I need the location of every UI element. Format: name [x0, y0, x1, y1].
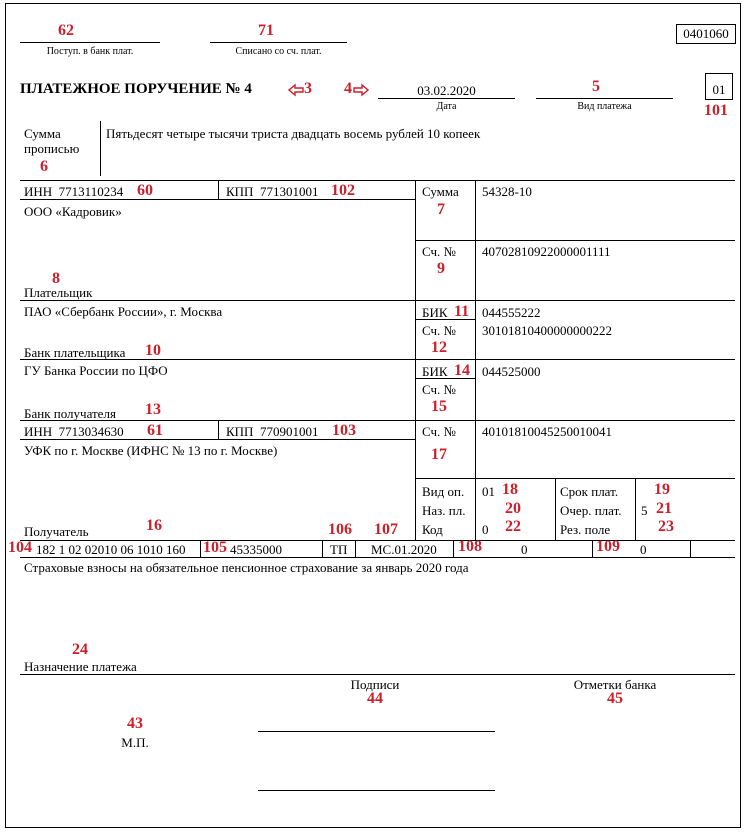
grid-line — [475, 180, 476, 540]
payer-name: ООО «Кадровик» — [24, 204, 122, 219]
grid-line — [20, 540, 735, 541]
grid-line — [415, 240, 735, 241]
recipient-bank-label: Банк получателя — [24, 406, 116, 421]
grid-line — [635, 478, 636, 540]
purpose-code-annotation: 20 — [505, 500, 521, 517]
pay-type-line — [536, 98, 673, 99]
pay-type-label: Вид платежа — [577, 101, 632, 112]
recipient-account-annotation: 17 — [431, 446, 447, 463]
recipient-bank-annotation: 13 — [145, 401, 161, 418]
debited-date-line — [210, 42, 347, 43]
received-label: Поступ. в банк плат. — [46, 46, 134, 57]
grid-line — [415, 180, 416, 540]
received-number: 62 — [58, 22, 74, 39]
payer-inn-annotation: 60 — [137, 182, 153, 199]
doc-date-annotation: 109 — [596, 538, 620, 555]
signatures-label: Подписи — [350, 677, 400, 692]
grid-line — [20, 300, 735, 301]
payer-bank-label: Банк плательщика — [24, 345, 126, 360]
oktmo-annotation: 105 — [203, 539, 227, 556]
grid-line — [453, 540, 454, 557]
grid-line — [218, 180, 219, 199]
recipient-bank-account-annotation: 15 — [431, 398, 447, 415]
signature-line-2 — [258, 790, 495, 791]
recipient-kpp: КПП 770901001 — [226, 424, 319, 439]
bank-marks-label: Отметки банка — [573, 677, 657, 692]
oktmo-value: 45335000 — [230, 542, 282, 557]
recipient-label: Получатель — [24, 524, 89, 539]
recipient-bank-account-label: Сч. № — [422, 382, 456, 397]
grid-line — [20, 557, 735, 558]
doc-number-annotation: 108 — [458, 538, 482, 555]
payer-bik-annotation: 11 — [454, 303, 470, 320]
basis-value: ТП — [330, 542, 348, 557]
payer-account-value: 40702810922000001111 — [482, 244, 611, 259]
recipient-account-value: 40101810045250010041 — [482, 424, 612, 439]
payer-annotation: 8 — [52, 270, 60, 287]
recipient-inn: ИНН 7713034630 — [24, 424, 124, 439]
grid-line — [20, 359, 735, 360]
period-value: МС.01.2020 — [371, 542, 437, 557]
status-box: 01 — [705, 73, 733, 100]
purpose-annotation: 24 — [72, 641, 88, 658]
term-label: Срок плат. — [560, 484, 619, 499]
grid-line — [20, 420, 735, 421]
recipient-account-label: Сч. № — [422, 424, 456, 439]
payer-bik-label: БИК — [422, 305, 448, 320]
recipient-inn-annotation: 61 — [147, 422, 163, 439]
doc-number-value: 0 — [521, 542, 528, 557]
title-number-annotation: 3 — [304, 80, 312, 97]
grid-line — [322, 540, 323, 557]
date-value: 03.02.2020 — [417, 83, 476, 98]
debited-number: 71 — [258, 22, 274, 39]
payer-account-annotation: 9 — [437, 260, 445, 277]
stamp-label: М.П. — [121, 735, 149, 750]
purpose-label: Назначение платежа — [24, 659, 137, 674]
op-type-annotation: 18 — [502, 481, 518, 498]
pay-type-annotation: 5 — [592, 78, 600, 95]
form-code-box: 0401060 — [676, 24, 736, 44]
payer-bank-account-label: Сч. № — [422, 323, 456, 338]
grid-line — [690, 540, 691, 557]
order-label: Очер. плат. — [560, 503, 622, 518]
arrow-left-icon — [288, 84, 304, 96]
amount-words-annotation: 6 — [40, 158, 48, 175]
grid-line — [415, 478, 735, 479]
op-type-label: Вид оп. — [422, 484, 465, 499]
order-annotation: 21 — [656, 500, 672, 517]
payer-bank-name: ПАО «Сбербанк России», г. Москва — [24, 304, 223, 319]
payer-bank-annotation: 10 — [145, 342, 161, 359]
amount-label: Сумма — [422, 184, 459, 199]
amount-value: 54328-10 — [482, 184, 532, 199]
payer-bank-account-annotation: 12 — [431, 339, 447, 356]
kbk-annotation: 104 — [8, 539, 32, 556]
doc-date-value: 0 — [640, 542, 647, 557]
purpose-code-label: Наз. пл. — [422, 503, 466, 518]
payer-kpp-annotation: 102 — [331, 182, 355, 199]
grid-line — [555, 478, 556, 540]
code-label: Код — [422, 522, 443, 537]
recipient-bik-value: 044525000 — [482, 364, 541, 379]
purpose-text: Страховые взносы на обязательное пенсионное страхование за январь 2020 года — [24, 560, 469, 575]
stamp-annotation: 43 — [127, 715, 143, 732]
debited-label: Списано со сч. плат. — [235, 46, 322, 57]
recipient-kpp-annotation: 103 — [332, 422, 356, 439]
recipient-annotation: 16 — [146, 517, 162, 534]
amount-words-value: Пятьдесят четыре тысячи триста двадцать восемь рублей 10 копеек — [106, 126, 481, 141]
amount-words-divider — [100, 121, 101, 176]
date-label: Дата — [436, 101, 457, 112]
reserve-label: Рез. поле — [560, 522, 611, 537]
kbk-value: 182 1 02 02010 06 1010 160 — [36, 542, 186, 557]
payer-label: Плательщик — [24, 285, 93, 300]
amount-words-label: Сумма прописью — [24, 126, 80, 156]
recipient-bank-name: ГУ Банка России по ЦФО — [24, 363, 168, 378]
date-annotation: 4 — [344, 80, 352, 97]
signatures-annotation: 44 — [367, 690, 383, 707]
term-annotation: 19 — [654, 481, 670, 498]
grid-line — [592, 540, 593, 557]
recipient-bik-label: БИК — [422, 364, 448, 379]
date-line — [378, 98, 515, 99]
grid-line — [20, 199, 415, 200]
period-annotation: 107 — [374, 521, 398, 538]
payer-inn: ИНН 7713110234 — [24, 184, 124, 199]
basis-annotation: 106 — [328, 521, 352, 538]
received-date-line — [20, 42, 160, 43]
arrow-right-icon — [353, 84, 369, 96]
signature-line-1 — [258, 731, 495, 732]
grid-line — [200, 540, 201, 557]
order-value: 5 — [641, 503, 648, 518]
grid-line — [20, 674, 735, 675]
code-value: 0 — [482, 522, 489, 537]
payer-bank-account-value: 30101810400000000222 — [482, 323, 612, 338]
amount-annotation: 7 — [437, 201, 445, 218]
bank-marks-annotation: 45 — [607, 690, 623, 707]
document-title: ПЛАТЕЖНОЕ ПОРУЧЕНИЕ № 4 — [20, 81, 252, 97]
code-annotation: 22 — [505, 518, 521, 535]
reserve-annotation: 23 — [658, 518, 674, 535]
payer-bik-value: 044555222 — [482, 305, 541, 320]
payer-kpp: КПП 771301001 — [226, 184, 319, 199]
grid-line — [218, 420, 219, 439]
status-annotation: 101 — [704, 102, 728, 119]
grid-line — [20, 180, 735, 181]
recipient-name: УФК по г. Москве (ИФНС № 13 по г. Москве) — [24, 443, 278, 458]
grid-line — [355, 540, 356, 557]
op-type-value: 01 — [482, 484, 495, 499]
payer-account-label: Сч. № — [422, 244, 456, 259]
recipient-bik-annotation: 14 — [454, 362, 470, 379]
